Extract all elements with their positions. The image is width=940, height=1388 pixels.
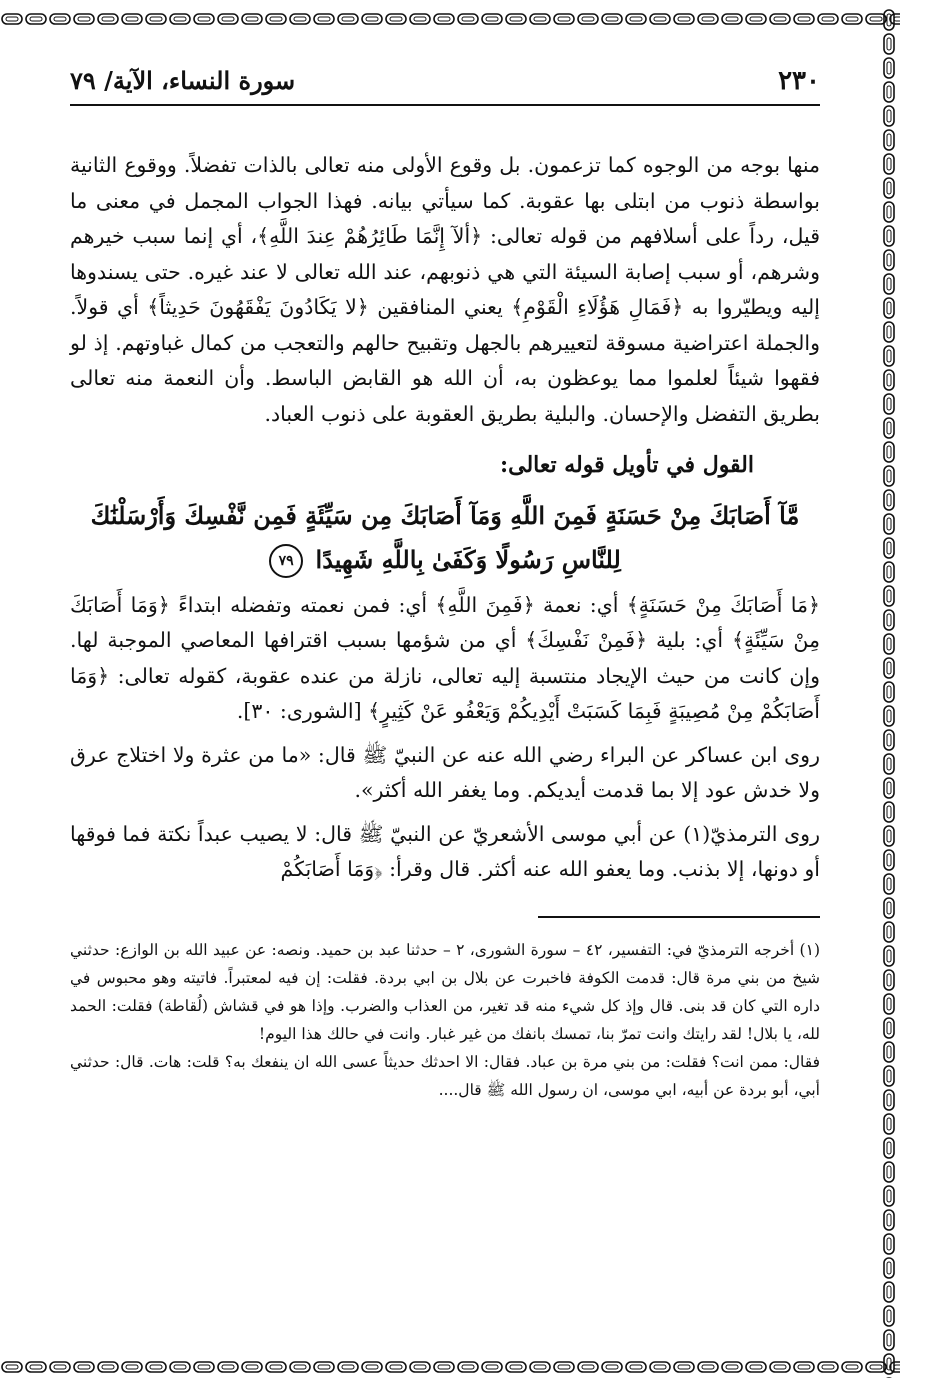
commentary-paragraph: روى الترمذيّ(١) عن أبي موسى الأشعريّ عن النبيّ ﷺ قال: لا يصيب عبداً نكتة فما فوقها أو دونها، إلا بذنب. وما يعفو الله عنه أكثر. قال وقرأ: ﴿وَمَا أَصَابَكُمْ xyxy=(70,821,820,881)
chain-pattern-right xyxy=(878,8,900,1378)
verse-number-marker: ٧٩ xyxy=(269,544,303,578)
chain-pattern-top xyxy=(0,8,900,30)
ornamental-border-bottom xyxy=(0,1356,900,1378)
footnote: فقال: ممن انت؟ فقلت: من بني مرة بن عباد. فقال: الا احدثك حديثاً عسى الله ان ينفعك به؟ قلت: هات. قال: حدثني أبي، أبو بردة عن أبيه، ابي موسى، ان رسول الله ﷺ قال.... xyxy=(70,1052,820,1099)
page-content xyxy=(70,60,820,1104)
verse-text: مَّآ أَصَابَكَ مِنْ حَسَنَةٍ فَمِنَ اللَّهِ وَمَآ أَصَابَكَ مِن سَيِّئَةٍ فَمِن نَّفْسِكَ وَأَرْسَلْنَٰكَ لِلنَّاسِ رَسُولًا وَكَفَىٰ بِاللَّهِ شَهِيدًا xyxy=(90,500,800,574)
ornamental-border-right xyxy=(878,8,900,1378)
quran-verse xyxy=(70,494,820,582)
ornamental-border-top xyxy=(0,8,900,30)
main-text xyxy=(70,148,820,888)
paragraph: منها بوجه من الوجوه كما تزعمون. بل وقوع الأولى منه تعالى بالذات تفضلاً. ووقوع الثانية بواسطة ذنوب من ابتلى بها عقوبة. كما سيأتي بيانه. فهذا الجواب المجمل في معنى ما قيل، رداً على أسلافهم من قوله تعالى: ﴿ألآ إِنَّمَا طَائِرُهُمْ عِندَ اللَّهِ﴾، أي إنما سبب خيرهم وشرهم، أو سبب إصابة السيئة التي هي ذنوبهم، عند الله تعالى لا عند غيره. حتى يسندوها إليه ويطيّروا به ﴿فَمَالِ هَؤُلَاءِ الْقَوْمِ﴾ يعني المنافقين ﴿لا يَكَادُونَ يَفْقَهُونَ حَدِيثاً﴾ أي قولاً. والجملة اعتراضية مسوقة لتعييرهم بالجهل وتقبيح حالهم والتعجب من كمال غباوتهم. إذ لو فقهوا شيئاً لعلموا مما يوعظون به، أن الله هو القابض الباسط. وأن النعمة منه تعالى بطريق التفضل والإحسان. والبلية بطريق العقوبة على ذنوب العباد. xyxy=(70,153,820,426)
running-title: سورة النساء، الآية/ ٧٩ xyxy=(70,66,296,95)
footnote-divider xyxy=(538,916,820,918)
commentary xyxy=(70,588,820,888)
footnotes xyxy=(70,936,820,1104)
commentary-paragraph: روى ابن عساكر عن البراء رضي الله عنه عن النبيّ ﷺ قال: «ما من عثرة ولا اختلاج عرق ولا خدش عود إلا بما قدمت أيديكم. وما يغفر الله أكثر». xyxy=(70,742,820,802)
commentary-paragraph: ﴿مَا أَصَابَكَ مِنْ حَسَنَةٍ﴾ أي: نعمة ﴿فَمِنَ اللَّهِ﴾ أي: فمن نعمته وتفضله ابتداءً ﴿وَمَا أَصَابَكَ مِنْ سَيِّئَةٍ﴾ أي: بلية ﴿فَمِنْ نَفْسِكَ﴾ أي من شؤمها بسبب اقترافها المعاصي الموجبة لها. وإن كانت من حيث الإيجاد منتسبة إليه تعالى، نازلة من عنده عقوبة، كقوله تعالى: ﴿وَمَا أَصَابَكُمْ مِنْ مُصِيبَةٍ فَبِمَا كَسَبَتْ أَيْدِيكُمْ وَيَعْفُو عَنْ كَثِيرٍ﴾ [الشورى: ٣٠]. xyxy=(70,592,820,723)
page-number: ٢٣٠ xyxy=(778,66,820,96)
page-header xyxy=(70,60,820,106)
section-heading: القول في تأويل قوله تعالى: xyxy=(500,452,754,478)
chain-pattern-bottom xyxy=(0,1356,900,1378)
footnote: (١) أخرجه الترمذيّ في: التفسير، ٤٢ – سورة الشورى، ٢ – حدثنا عبد بن حميد. ونصه: عن عبيد الله بن الوازع: حدثني شيخ من بني مرة قال: قدمت الكوفة فاخبرت عن بلال بن ابي بردة. فقلت: إن فيه لمعتبراً. فاتيته وهو محبوس في داره التي كان قد بنى. قال وإذ كل شيء منه قد تغير، من العذاب والضرب. وإذا هو في قشاش (لُقاطة) فقلت: الحمد لله، يا بلال! لقد رايتك وانت تمرّ بنا، تمسك بانفك من غير غبار. وانت في حالك هذا اليوم! xyxy=(70,940,820,1043)
